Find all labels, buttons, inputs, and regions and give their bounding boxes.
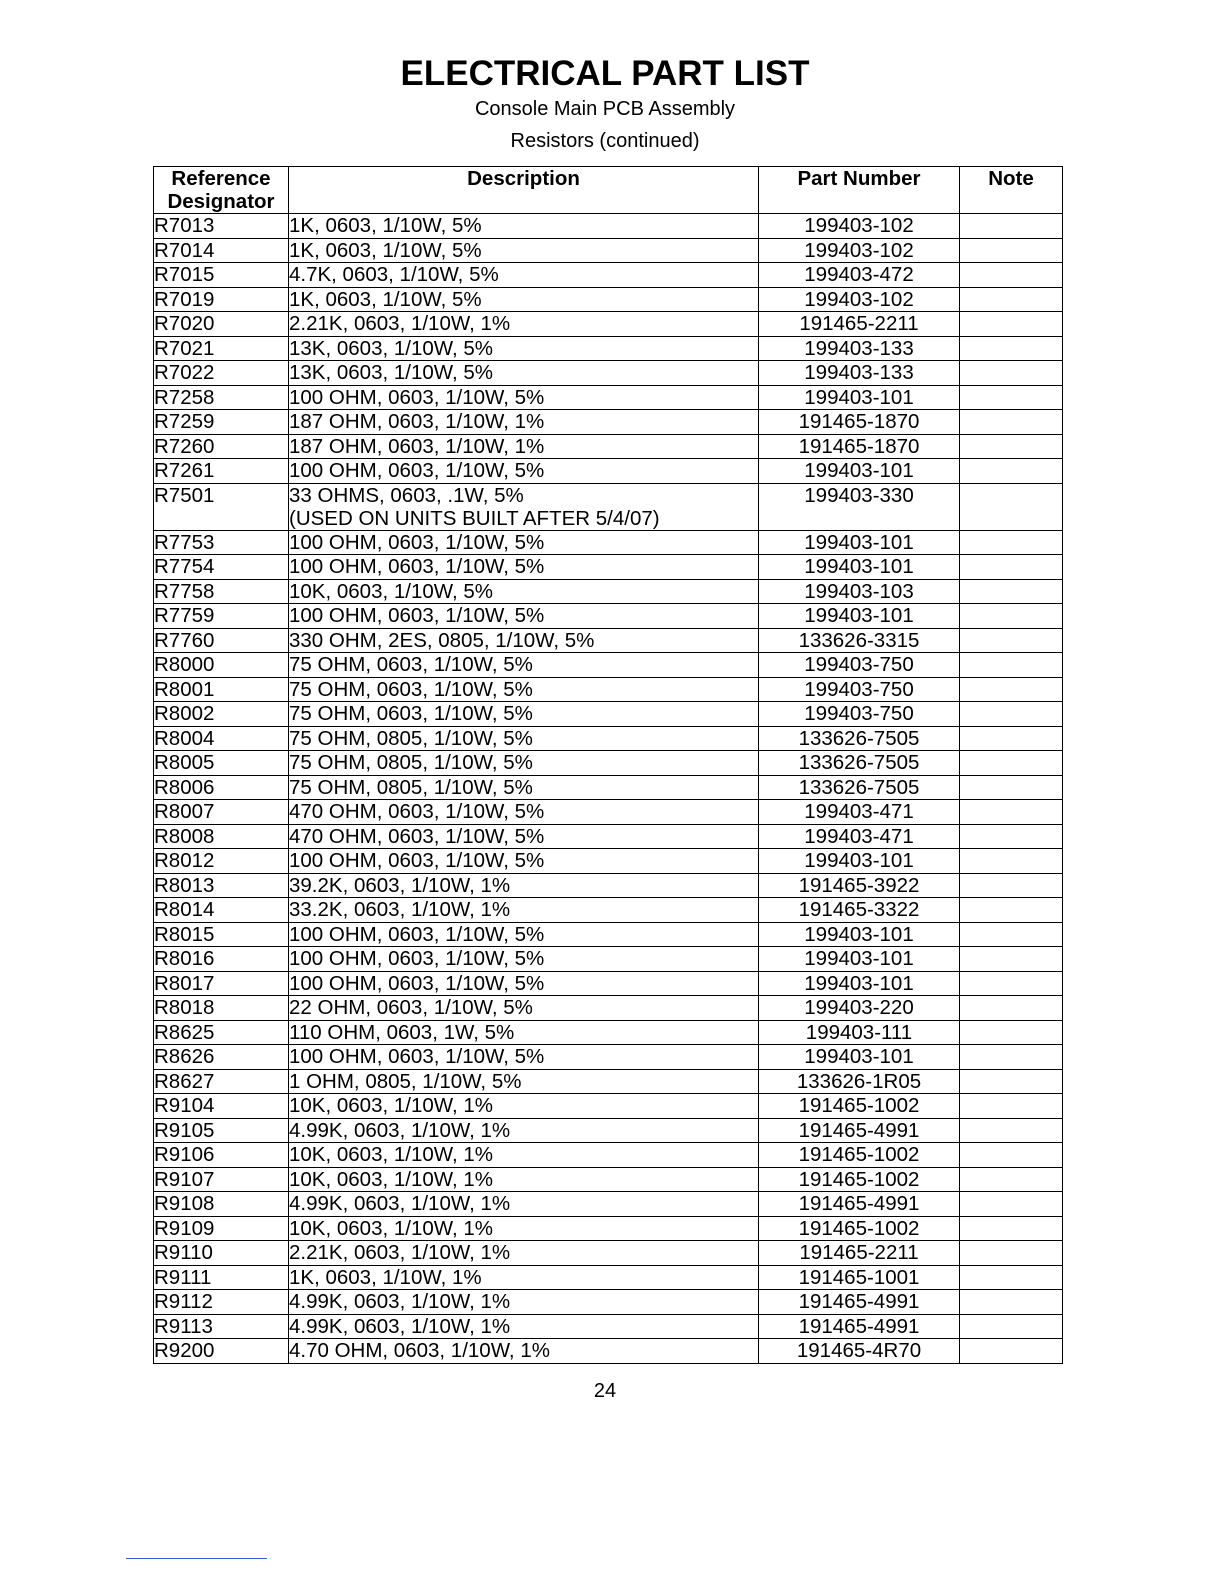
reference-designator-cell: R8627 bbox=[154, 1069, 289, 1094]
part-number-cell: 199403-101 bbox=[759, 922, 960, 947]
note-cell bbox=[960, 1265, 1063, 1290]
part-number-cell: 191465-1002 bbox=[759, 1094, 960, 1119]
note-cell bbox=[960, 287, 1063, 312]
reference-designator-cell: R8007 bbox=[154, 800, 289, 825]
description-cell: 1K, 0603, 1/10W, 5% bbox=[289, 238, 759, 263]
description-cell: 100 OHM, 0603, 1/10W, 5% bbox=[289, 971, 759, 996]
table-row bbox=[154, 604, 1063, 629]
table-row bbox=[154, 459, 1063, 484]
reference-designator-cell: R7021 bbox=[154, 336, 289, 361]
reference-designator-cell: R9108 bbox=[154, 1192, 289, 1217]
part-number-cell: 199403-750 bbox=[759, 702, 960, 727]
table-row bbox=[154, 336, 1063, 361]
note-cell bbox=[960, 1192, 1063, 1217]
note-cell bbox=[960, 1167, 1063, 1192]
note-cell bbox=[960, 1290, 1063, 1315]
table-row bbox=[154, 530, 1063, 555]
table-row bbox=[154, 653, 1063, 678]
reference-designator-cell: R8005 bbox=[154, 751, 289, 776]
reference-designator-cell: R7015 bbox=[154, 263, 289, 288]
reference-designator-cell: R7259 bbox=[154, 410, 289, 435]
table-row bbox=[154, 579, 1063, 604]
note-cell bbox=[960, 238, 1063, 263]
reference-designator-cell: R9110 bbox=[154, 1241, 289, 1266]
note-cell bbox=[960, 922, 1063, 947]
part-number-cell: 199403-101 bbox=[759, 385, 960, 410]
column-header-note: Note bbox=[960, 167, 1063, 214]
note-cell bbox=[960, 1216, 1063, 1241]
reference-designator-cell: R8012 bbox=[154, 849, 289, 874]
note-cell bbox=[960, 459, 1063, 484]
description-cell: 100 OHM, 0603, 1/10W, 5% bbox=[289, 555, 759, 580]
description-cell: 4.70 OHM, 0603, 1/10W, 1% bbox=[289, 1339, 759, 1364]
table-row bbox=[154, 238, 1063, 263]
reference-designator-cell: R9106 bbox=[154, 1143, 289, 1168]
part-number-cell: 199403-101 bbox=[759, 947, 960, 972]
table-row bbox=[154, 702, 1063, 727]
description-cell: 2.21K, 0603, 1/10W, 1% bbox=[289, 1241, 759, 1266]
reference-designator-cell: R9111 bbox=[154, 1265, 289, 1290]
table-row bbox=[154, 922, 1063, 947]
note-cell bbox=[960, 604, 1063, 629]
description-cell: 10K, 0603, 1/10W, 1% bbox=[289, 1143, 759, 1168]
reference-designator-cell: R9113 bbox=[154, 1314, 289, 1339]
table-row bbox=[154, 800, 1063, 825]
description-cell: 100 OHM, 0603, 1/10W, 5% bbox=[289, 947, 759, 972]
table-row bbox=[154, 1339, 1063, 1364]
description-cell: 10K, 0603, 1/10W, 1% bbox=[289, 1167, 759, 1192]
part-number-cell: 191465-1002 bbox=[759, 1167, 960, 1192]
reference-designator-cell: R7019 bbox=[154, 287, 289, 312]
note-cell bbox=[960, 336, 1063, 361]
column-header-reference bbox=[154, 167, 289, 214]
part-number-cell: 199403-102 bbox=[759, 238, 960, 263]
part-number-cell: 133626-7505 bbox=[759, 751, 960, 776]
description-cell: 4.99K, 0603, 1/10W, 1% bbox=[289, 1192, 759, 1217]
part-number-cell: 191465-4991 bbox=[759, 1192, 960, 1217]
part-number-cell: 133626-1R05 bbox=[759, 1069, 960, 1094]
table-row bbox=[154, 287, 1063, 312]
table-row bbox=[154, 1143, 1063, 1168]
table-row bbox=[154, 775, 1063, 800]
part-number-cell: 133626-3315 bbox=[759, 628, 960, 653]
part-number-cell: 199403-101 bbox=[759, 971, 960, 996]
reference-designator-cell: R8004 bbox=[154, 726, 289, 751]
table-row bbox=[154, 434, 1063, 459]
note-cell bbox=[960, 385, 1063, 410]
note-cell bbox=[960, 849, 1063, 874]
reference-designator-cell: R8002 bbox=[154, 702, 289, 727]
table-row bbox=[154, 1167, 1063, 1192]
reference-designator-cell: R9112 bbox=[154, 1290, 289, 1315]
parts-table bbox=[153, 166, 1063, 1364]
note-cell bbox=[960, 530, 1063, 555]
reference-designator-cell: R8013 bbox=[154, 873, 289, 898]
table-header-row bbox=[154, 167, 1063, 214]
note-cell bbox=[960, 775, 1063, 800]
table-row bbox=[154, 361, 1063, 386]
note-cell bbox=[960, 1143, 1063, 1168]
reference-designator-cell: R8014 bbox=[154, 898, 289, 923]
note-cell bbox=[960, 1069, 1063, 1094]
reference-designator-cell: R7260 bbox=[154, 434, 289, 459]
part-number-cell: 191465-1001 bbox=[759, 1265, 960, 1290]
part-number-cell: 199403-101 bbox=[759, 849, 960, 874]
page-number: 24 bbox=[593, 1380, 617, 1402]
reference-designator-cell: R7501 bbox=[154, 483, 289, 530]
note-cell bbox=[960, 702, 1063, 727]
table-row bbox=[154, 1314, 1063, 1339]
part-number-cell: 199403-750 bbox=[759, 653, 960, 678]
table-row bbox=[154, 1290, 1063, 1315]
note-cell bbox=[960, 726, 1063, 751]
note-cell bbox=[960, 483, 1063, 530]
table-row bbox=[154, 751, 1063, 776]
reference-designator-cell: R9105 bbox=[154, 1118, 289, 1143]
table-row bbox=[154, 1265, 1063, 1290]
table-row bbox=[154, 1045, 1063, 1070]
part-number-cell: 191465-1870 bbox=[759, 410, 960, 435]
reference-designator-cell: R8001 bbox=[154, 677, 289, 702]
assembly-subtitle: Console Main PCB Assembly bbox=[474, 98, 736, 120]
description-cell: 13K, 0603, 1/10W, 5% bbox=[289, 336, 759, 361]
table-row bbox=[154, 873, 1063, 898]
table-row bbox=[154, 1192, 1063, 1217]
description-cell: 1K, 0603, 1/10W, 5% bbox=[289, 214, 759, 239]
description-cell: 4.99K, 0603, 1/10W, 1% bbox=[289, 1314, 759, 1339]
part-number-cell: 191465-4991 bbox=[759, 1118, 960, 1143]
reference-designator-cell: R7013 bbox=[154, 214, 289, 239]
description-cell: 10K, 0603, 1/10W, 1% bbox=[289, 1216, 759, 1241]
part-number-cell: 191465-3922 bbox=[759, 873, 960, 898]
reference-designator-cell: R8625 bbox=[154, 1020, 289, 1045]
table-row bbox=[154, 214, 1063, 239]
note-cell bbox=[960, 1094, 1063, 1119]
part-number-cell: 191465-1870 bbox=[759, 434, 960, 459]
description-cell: 4.99K, 0603, 1/10W, 1% bbox=[289, 1290, 759, 1315]
note-cell bbox=[960, 410, 1063, 435]
reference-designator-cell: R8006 bbox=[154, 775, 289, 800]
part-number-cell: 191465-2211 bbox=[759, 312, 960, 337]
part-number-cell: 191465-4991 bbox=[759, 1290, 960, 1315]
description-line: 33 OHMS, 0603, .1W, 5% bbox=[289, 483, 524, 507]
description-cell: 75 OHM, 0805, 1/10W, 5% bbox=[289, 726, 759, 751]
description-note-line: (USED ON UNITS BUILT AFTER 5/4/07) bbox=[289, 506, 660, 530]
reference-designator-cell: R7758 bbox=[154, 579, 289, 604]
description-cell: 100 OHM, 0603, 1/10W, 5% bbox=[289, 604, 759, 629]
note-cell bbox=[960, 361, 1063, 386]
note-cell bbox=[960, 1118, 1063, 1143]
reference-designator-cell: R8008 bbox=[154, 824, 289, 849]
note-cell bbox=[960, 312, 1063, 337]
table-row bbox=[154, 898, 1063, 923]
reference-designator-cell: R8017 bbox=[154, 971, 289, 996]
reference-designator-cell: R7753 bbox=[154, 530, 289, 555]
note-cell bbox=[960, 579, 1063, 604]
part-number-cell: 199403-330 bbox=[759, 483, 960, 530]
description-cell: 33.2K, 0603, 1/10W, 1% bbox=[289, 898, 759, 923]
part-number-cell: 199403-101 bbox=[759, 459, 960, 484]
note-cell bbox=[960, 263, 1063, 288]
part-number-cell: 199403-101 bbox=[759, 1045, 960, 1070]
description-cell: 75 OHM, 0805, 1/10W, 5% bbox=[289, 751, 759, 776]
part-number-cell: 199403-472 bbox=[759, 263, 960, 288]
column-header-part-number: Part Number bbox=[759, 167, 960, 214]
part-number-cell: 199403-220 bbox=[759, 996, 960, 1021]
note-cell bbox=[960, 628, 1063, 653]
description-cell: 10K, 0603, 1/10W, 1% bbox=[289, 1094, 759, 1119]
description-cell: 100 OHM, 0603, 1/10W, 5% bbox=[289, 849, 759, 874]
part-number-cell: 199403-111 bbox=[759, 1020, 960, 1045]
reference-designator-cell: R7760 bbox=[154, 628, 289, 653]
note-cell bbox=[960, 824, 1063, 849]
table-row bbox=[154, 1020, 1063, 1045]
reference-designator-cell: R7022 bbox=[154, 361, 289, 386]
description-cell: 4.7K, 0603, 1/10W, 5% bbox=[289, 263, 759, 288]
table-row bbox=[154, 1069, 1063, 1094]
description-cell bbox=[289, 483, 759, 530]
description-cell: 100 OHM, 0603, 1/10W, 5% bbox=[289, 530, 759, 555]
note-cell bbox=[960, 873, 1063, 898]
table-row bbox=[154, 1094, 1063, 1119]
part-number-cell: 199403-102 bbox=[759, 287, 960, 312]
column-header-description: Description bbox=[289, 167, 759, 214]
description-cell: 330 OHM, 2ES, 0805, 1/10W, 5% bbox=[289, 628, 759, 653]
table-row bbox=[154, 1118, 1063, 1143]
part-number-cell: 191465-3322 bbox=[759, 898, 960, 923]
table-row bbox=[154, 628, 1063, 653]
table-row bbox=[154, 947, 1063, 972]
description-cell: 39.2K, 0603, 1/10W, 1% bbox=[289, 873, 759, 898]
reference-designator-cell: R8018 bbox=[154, 996, 289, 1021]
part-number-cell: 199403-750 bbox=[759, 677, 960, 702]
part-number-cell: 199403-101 bbox=[759, 555, 960, 580]
note-cell bbox=[960, 677, 1063, 702]
table-row bbox=[154, 824, 1063, 849]
part-number-cell: 191465-4991 bbox=[759, 1314, 960, 1339]
reference-designator-cell: R7014 bbox=[154, 238, 289, 263]
part-number-cell: 191465-1002 bbox=[759, 1143, 960, 1168]
description-cell: 470 OHM, 0603, 1/10W, 5% bbox=[289, 824, 759, 849]
part-number-cell: 191465-4R70 bbox=[759, 1339, 960, 1364]
description-cell: 75 OHM, 0805, 1/10W, 5% bbox=[289, 775, 759, 800]
description-cell: 100 OHM, 0603, 1/10W, 5% bbox=[289, 1045, 759, 1070]
reference-designator-cell: R7261 bbox=[154, 459, 289, 484]
note-cell bbox=[960, 653, 1063, 678]
part-number-cell: 199403-133 bbox=[759, 336, 960, 361]
note-cell bbox=[960, 751, 1063, 776]
section-subtitle: Resistors (continued) bbox=[510, 130, 700, 152]
table-row bbox=[154, 1216, 1063, 1241]
description-cell: 2.21K, 0603, 1/10W, 1% bbox=[289, 312, 759, 337]
note-cell bbox=[960, 1339, 1063, 1364]
part-number-cell: 199403-102 bbox=[759, 214, 960, 239]
note-cell bbox=[960, 1241, 1063, 1266]
column-header-reference-line1: Reference bbox=[171, 167, 271, 190]
table-row bbox=[154, 483, 1063, 530]
note-cell bbox=[960, 1020, 1063, 1045]
note-cell bbox=[960, 947, 1063, 972]
table-row bbox=[154, 555, 1063, 580]
description-cell: 1K, 0603, 1/10W, 1% bbox=[289, 1265, 759, 1290]
reference-designator-cell: R7020 bbox=[154, 312, 289, 337]
reference-designator-cell: R8016 bbox=[154, 947, 289, 972]
part-number-cell: 191465-2211 bbox=[759, 1241, 960, 1266]
reference-designator-cell: R9107 bbox=[154, 1167, 289, 1192]
description-cell: 10K, 0603, 1/10W, 5% bbox=[289, 579, 759, 604]
footer-rule bbox=[126, 1558, 267, 1559]
table-row bbox=[154, 385, 1063, 410]
reference-designator-cell: R7754 bbox=[154, 555, 289, 580]
description-cell: 187 OHM, 0603, 1/10W, 1% bbox=[289, 434, 759, 459]
description-cell: 100 OHM, 0603, 1/10W, 5% bbox=[289, 922, 759, 947]
table-row bbox=[154, 410, 1063, 435]
part-number-cell: 199403-103 bbox=[759, 579, 960, 604]
description-cell: 187 OHM, 0603, 1/10W, 1% bbox=[289, 410, 759, 435]
note-cell bbox=[960, 1314, 1063, 1339]
parts-table-body bbox=[154, 214, 1063, 1364]
table-row bbox=[154, 849, 1063, 874]
part-number-cell: 199403-101 bbox=[759, 530, 960, 555]
description-cell: 100 OHM, 0603, 1/10W, 5% bbox=[289, 385, 759, 410]
note-cell bbox=[960, 800, 1063, 825]
description-cell: 470 OHM, 0603, 1/10W, 5% bbox=[289, 800, 759, 825]
table-row bbox=[154, 996, 1063, 1021]
part-number-cell: 199403-133 bbox=[759, 361, 960, 386]
description-cell: 4.99K, 0603, 1/10W, 1% bbox=[289, 1118, 759, 1143]
note-cell bbox=[960, 214, 1063, 239]
part-number-cell: 199403-471 bbox=[759, 800, 960, 825]
part-number-cell: 191465-1002 bbox=[759, 1216, 960, 1241]
reference-designator-cell: R9104 bbox=[154, 1094, 289, 1119]
part-number-cell: 199403-471 bbox=[759, 824, 960, 849]
description-cell: 110 OHM, 0603, 1W, 5% bbox=[289, 1020, 759, 1045]
description-cell: 13K, 0603, 1/10W, 5% bbox=[289, 361, 759, 386]
note-cell bbox=[960, 1045, 1063, 1070]
reference-designator-cell: R8015 bbox=[154, 922, 289, 947]
part-number-cell: 133626-7505 bbox=[759, 726, 960, 751]
table-row bbox=[154, 312, 1063, 337]
note-cell bbox=[960, 898, 1063, 923]
reference-designator-cell: R8000 bbox=[154, 653, 289, 678]
description-cell: 22 OHM, 0603, 1/10W, 5% bbox=[289, 996, 759, 1021]
description-cell: 75 OHM, 0603, 1/10W, 5% bbox=[289, 702, 759, 727]
description-cell: 75 OHM, 0603, 1/10W, 5% bbox=[289, 677, 759, 702]
reference-designator-cell: R7759 bbox=[154, 604, 289, 629]
note-cell bbox=[960, 434, 1063, 459]
reference-designator-cell: R9200 bbox=[154, 1339, 289, 1364]
table-row bbox=[154, 971, 1063, 996]
page-title: ELECTRICAL PART LIST bbox=[400, 54, 810, 93]
note-cell bbox=[960, 996, 1063, 1021]
description-cell: 75 OHM, 0603, 1/10W, 5% bbox=[289, 653, 759, 678]
note-cell bbox=[960, 555, 1063, 580]
table-row bbox=[154, 726, 1063, 751]
description-cell: 100 OHM, 0603, 1/10W, 5% bbox=[289, 459, 759, 484]
table-row bbox=[154, 1241, 1063, 1266]
column-header-reference-line2: Designator bbox=[167, 190, 275, 213]
description-cell: 1 OHM, 0805, 1/10W, 5% bbox=[289, 1069, 759, 1094]
table-row bbox=[154, 263, 1063, 288]
table-row bbox=[154, 677, 1063, 702]
reference-designator-cell: R8626 bbox=[154, 1045, 289, 1070]
reference-designator-cell: R9109 bbox=[154, 1216, 289, 1241]
part-number-cell: 199403-101 bbox=[759, 604, 960, 629]
reference-designator-cell: R7258 bbox=[154, 385, 289, 410]
note-cell bbox=[960, 971, 1063, 996]
part-number-cell: 133626-7505 bbox=[759, 775, 960, 800]
description-cell: 1K, 0603, 1/10W, 5% bbox=[289, 287, 759, 312]
